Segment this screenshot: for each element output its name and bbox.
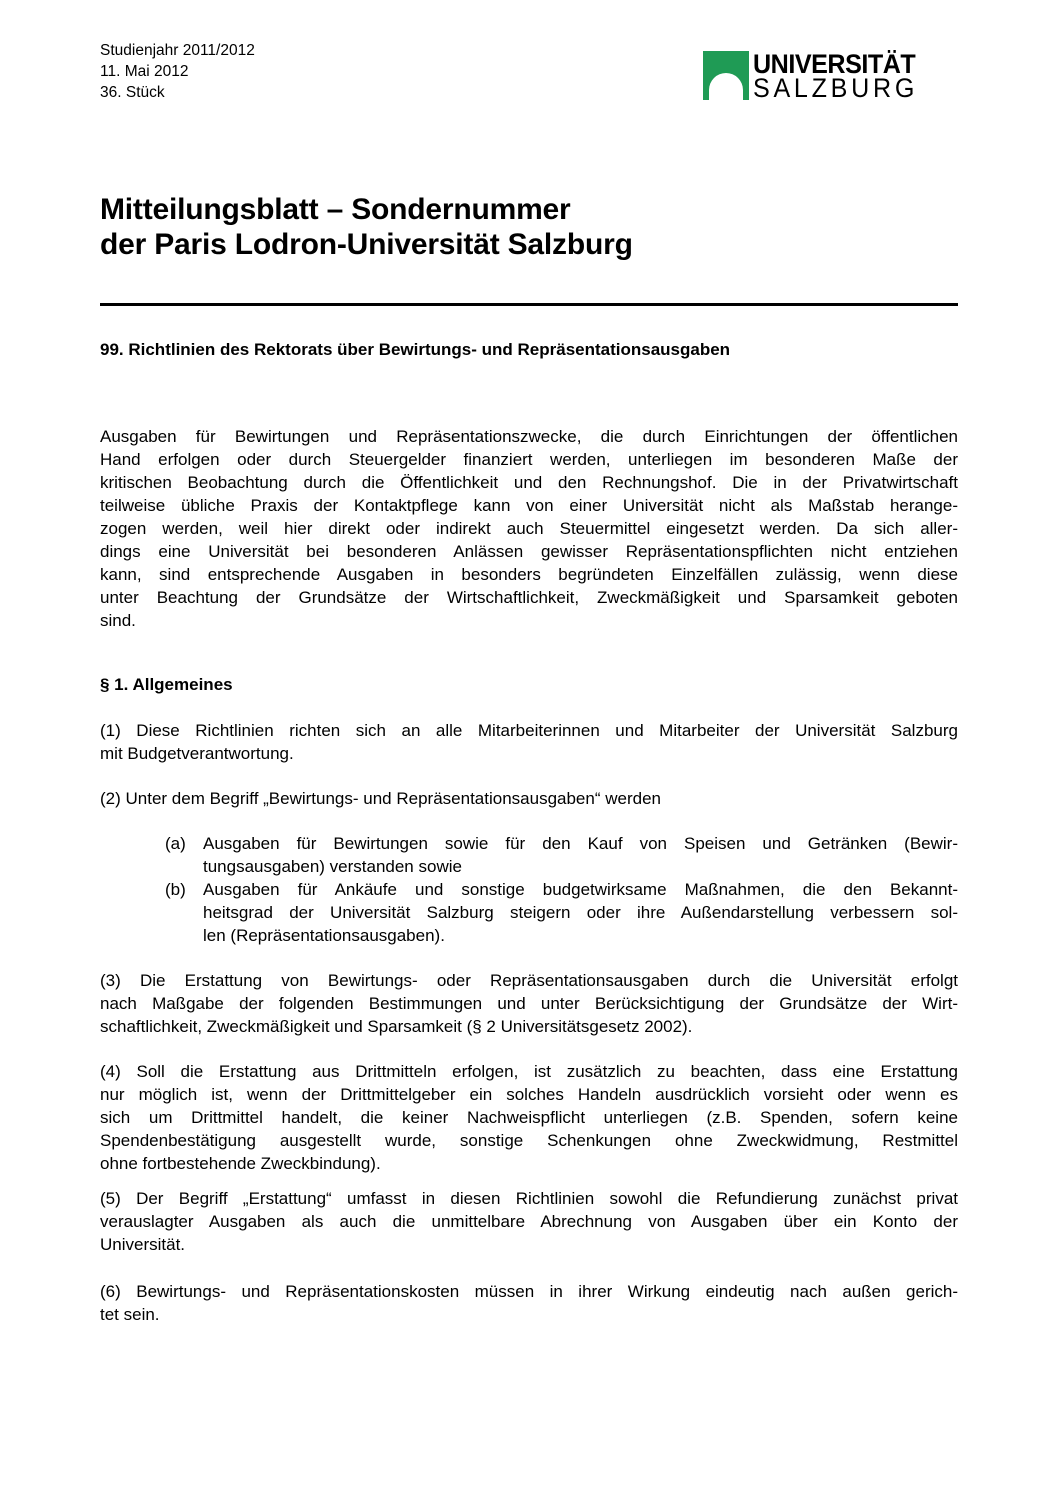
list-text-b: Ausgaben für Ankäufe und sonstige budgetwirksame Maßnahmen, die den Bekannt- heitsgrad der Universität Salzburg steigern oder ihre Außendarstellung verbessern sol- len (Repräsentationsausgaben). [203, 880, 958, 945]
page-header [100, 40, 958, 103]
list-marker-a: (a) [165, 834, 186, 853]
logo-universitaet-label: UNIVERSITÄT [753, 49, 916, 79]
masthead-issue: 36. Stück [100, 84, 165, 101]
masthead [100, 40, 255, 103]
section-1-heading: § 1. Allgemeines [100, 675, 233, 694]
arch-dome-icon [709, 73, 743, 100]
title-line-2: der Paris Lodron-Universität Salzburg [100, 228, 633, 261]
title-line-1: Mitteilungsblatt – Sondernummer [100, 193, 571, 226]
list-text-a: Ausgaben für Bewirtungen sowie für den Kauf von Speisen und Getränken (Bewir- tungsausgaben) verstanden sowie [203, 834, 958, 876]
intro-paragraph: Ausgaben für Bewirtungen und Repräsentationszwecke, die durch Einrichtungen der öffentlichen Hand erfolgen oder durch Steuergelder finanziert werden, unterliegen im besonderen Maße der kritischen Beobachtung durch die Öffentlichkeit und den Rechnungshof. Die in der Privatwirtschaft teilweise übliche Praxis der Kontaktpflege kann von einer Universität nicht als Maßstab herange- zogen werden, weil hier direkt oder indirekt auch Steuermittel eingesetzt werden. Da sich aller- dings eine Universität bei besonderen Anlässen gewisser Repräsentationspflichten nicht entziehen kann, sind entsprechende Ausgaben in besonders begründeten Einzelfällen zulässig, wenn diese unter Beachtung der Grundsätze der Wirtschaftlichkeit, Zweckmäßigkeit und Sparsamkeit geboten sind. [100, 427, 958, 630]
list-marker-b: (b) [165, 880, 186, 899]
decree-number-heading: 99. Richtlinien des Rektorats über Bewirtungs- und Repräsentationsausgaben [100, 340, 731, 359]
list-item-b [100, 878, 958, 947]
paragraph-3: (3) Die Erstattung von Bewirtungs- oder Repräsentationsausgaben durch die Universität erfolgt nach Maßgabe der folgenden Bestimmungen und unter Berücksichtigung der Grundsätze der Wirt- schaftlichkeit, Zweckmäßigkeit und Sparsamkeit (§ 2 Universitätsgesetz 2002). [100, 971, 958, 1036]
list-item-a [100, 832, 958, 878]
logo-mark [703, 51, 749, 100]
page-title [100, 192, 958, 262]
definition-list [100, 832, 958, 947]
paragraph-2: (2) Unter dem Begriff „Bewirtungs- und Repräsentationsausgaben“ werden [100, 789, 661, 808]
logo-salzburg-label: SALZBURG [753, 73, 919, 103]
paragraph-1: (1) Diese Richtlinien richten sich an alle Mitarbeiterinnen und Mitarbeiter der Universität Salzburg mit Budgetverantwortung. [100, 721, 958, 763]
masthead-studienjahr: Studienjahr 2011/2012 [100, 42, 255, 59]
horizontal-rule [100, 303, 958, 306]
paragraph-4: (4) Soll die Erstattung aus Drittmitteln erfolgen, ist zusätzlich zu beachten, dass eine Erstattung nur möglich ist, wenn der Drittmittelgeber ein solches Handeln ausdrücklich vorsieht oder wenn es sich um Drittmittel handelt, die keiner Nachweispflicht unterliegen (z.B. Spenden, sofern keine Spendenbestätigung ausgestellt wurde, sonstige Schenkungen ohne Zweckwidmung, Restmittel ohne fortbestehende Zweckbindung). [100, 1062, 958, 1173]
logo-text [753, 49, 931, 103]
university-logo [703, 49, 931, 103]
paragraph-6: (6) Bewirtungs- und Repräsentationskosten müssen in ihrer Wirkung eindeutig nach außen gerich- tet sein. [100, 1282, 958, 1324]
masthead-date: 11. Mai 2012 [100, 63, 189, 80]
paragraph-5: (5) Der Begriff „Erstattung“ umfasst in diesen Richtlinien sowohl die Refundierung zunächst privat verauslagter Ausgaben als auch die unmittelbare Abrechnung von Ausgaben über ein Konto der Universität. [100, 1189, 958, 1254]
